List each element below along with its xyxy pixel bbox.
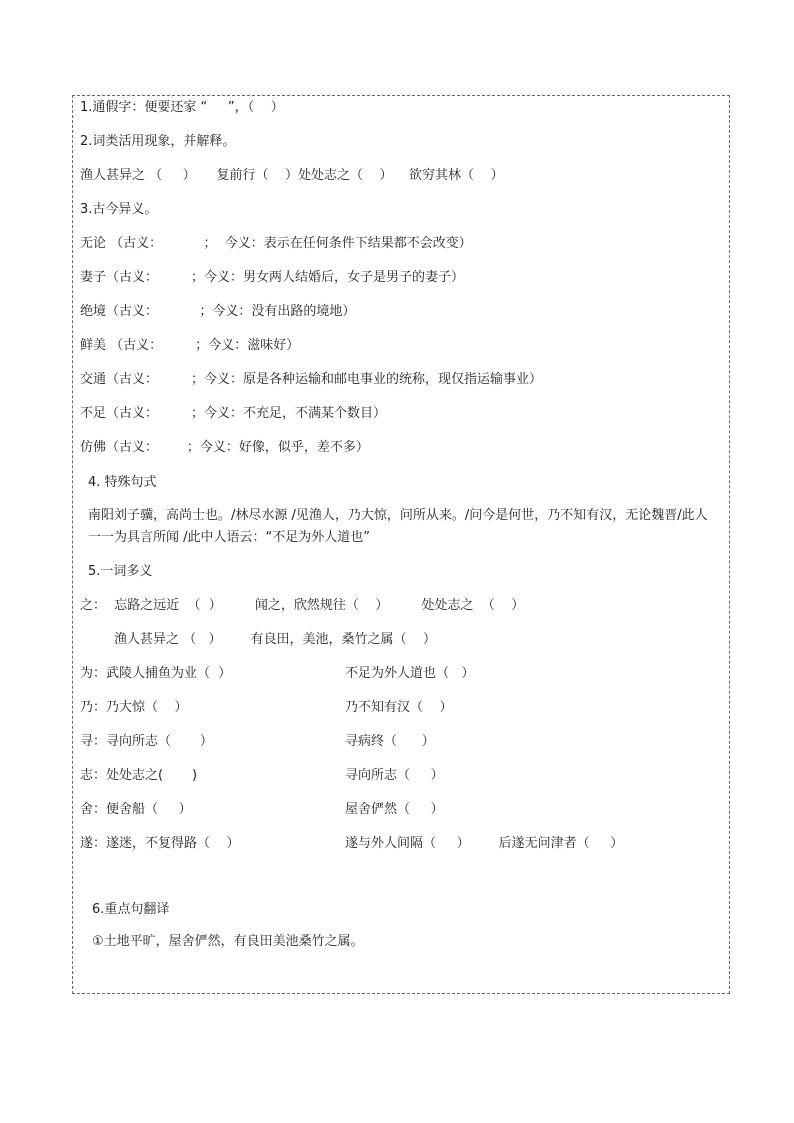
gujin-title: 3.古今异义。 <box>80 202 158 217</box>
cilei-line: 渔人甚异之 （ ） 复前行（ ）处处志之（ ） 欲穷其林（ ） <box>80 168 504 183</box>
fanyi-title: 6.重点句翻译 <box>92 902 170 917</box>
teshu-text: 南阳刘子骥，高尚士也。/林尽水源 /见渔人，乃大惊，问所从来。/问今是何世，乃不知有汉，无论魏晋/此人一一为具言所闻 /此中人语云：“不足为外人道也” <box>88 508 708 545</box>
duoyi-row-right: 乃不知有汉（ ） <box>345 700 453 715</box>
gujin-item: 绝境（古义： ；今义：没有出路的境地） <box>80 304 356 319</box>
duoyi-row-left: 遂：遂迷，不复得路（ ） <box>80 836 240 851</box>
duoyi-zhi-line1: 之： 忘路之远近 （ ） 闻之，欣然规往（ ） 处处志之 （ ） <box>80 598 525 613</box>
gujin-item: 无论 （古义： ； 今义：表示在任何条件下结果都不会改变） <box>80 236 472 251</box>
tongjiazi-line: 1.通假字：便要还家 “ ”，（ ） <box>80 100 284 115</box>
teshu-title: 4. 特殊句式 <box>88 475 157 490</box>
gujin-item: 妻子（古义： ；今义：男女两人结婚后，女子是男子的妻子） <box>80 270 465 285</box>
fanyi-item: ①土地平旷，屋舍俨然，有良田美池桑竹之属。 <box>92 934 364 949</box>
gujin-item: 鲜美 （古义： ；今义：滋味好） <box>80 338 300 353</box>
duoyi-row-right: 不足为外人道也（ ） <box>345 666 475 681</box>
duoyi-row-right: 遂与外人间隔（ ） 后遂无问津者（ ） <box>345 836 624 851</box>
duoyi-row-right: 寻向所志（ ） <box>345 768 444 783</box>
duoyi-row-left: 舍：便舍船（ ） <box>80 802 192 817</box>
duoyi-row-right: 寻病终（ ） <box>345 734 435 749</box>
gujin-item: 不足（古义： ；今义：不充足，不满某个数目） <box>80 406 387 421</box>
gujin-item: 仿佛（古义： ；今义：好像，似乎，差不多） <box>80 440 369 455</box>
duoyi-row-left: 乃：乃大惊（ ） <box>80 700 188 715</box>
duoyi-row-left: 寻：寻向所志（ ） <box>80 734 213 749</box>
gujin-item: 交通（古义： ；今义：原是各种运输和邮电事业的统称，现仅指运输事业） <box>80 372 543 387</box>
duoyi-title: 5.一词多义 <box>88 564 153 579</box>
cilei-title: 2.词类活用现象，并解释。 <box>80 134 236 149</box>
duoyi-row-left: 为：武陵人捕鱼为业（ ） <box>80 666 232 681</box>
duoyi-zhi-line2: 渔人甚异之 （ ） 有良田，美池，桑竹之属（ ） <box>114 632 436 647</box>
duoyi-row-right: 屋舍俨然（ ） <box>345 802 444 817</box>
duoyi-row-left: 志：处处志之( ) <box>80 768 198 783</box>
